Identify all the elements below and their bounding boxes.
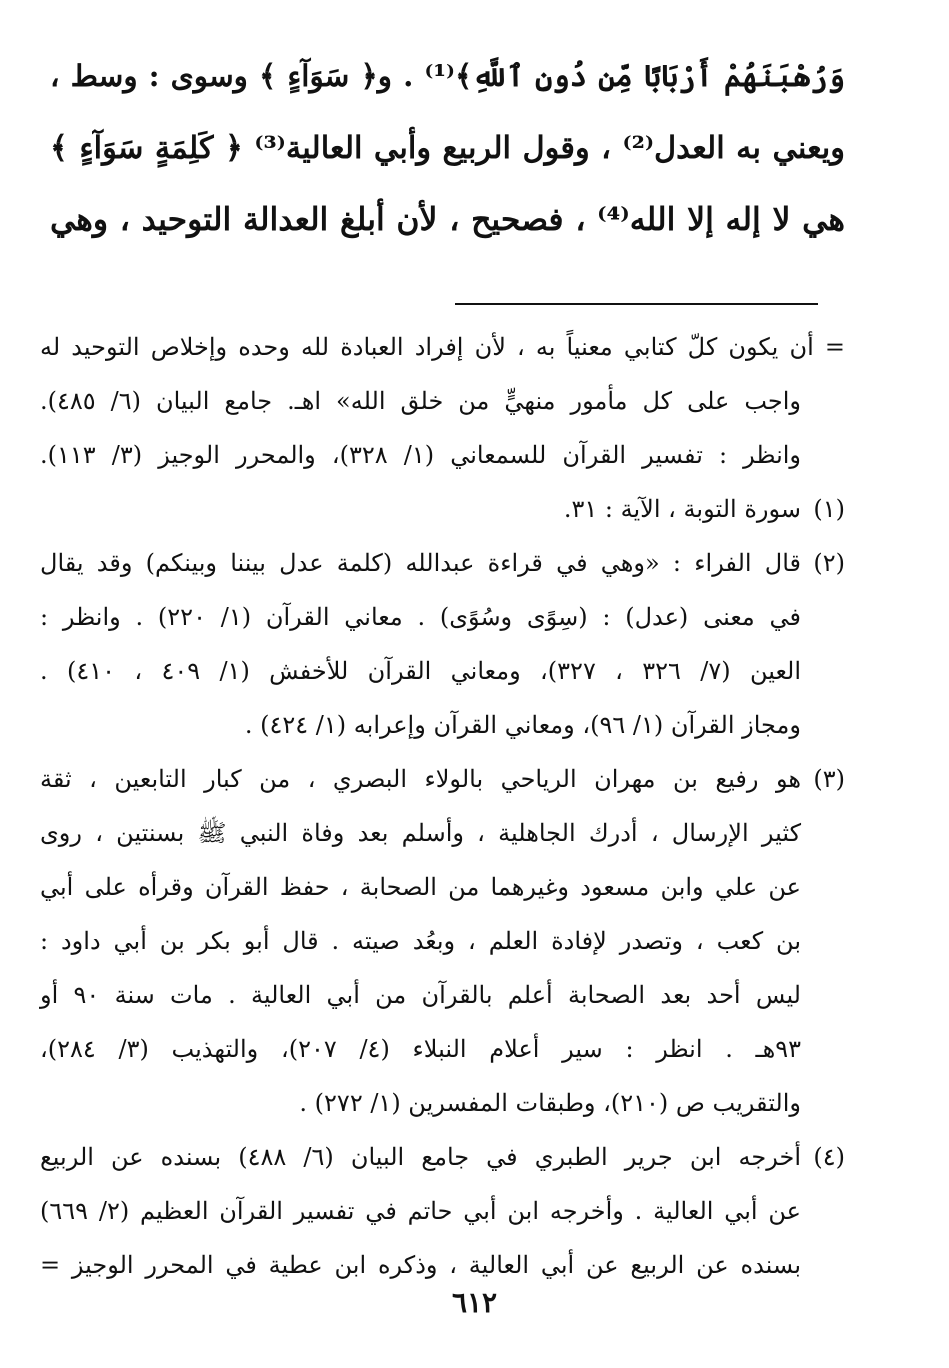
footnote-separator xyxy=(455,303,818,305)
footnote-line: ليس أحد بعد الصحابة أعلم بالقرآن من أبي العالية . مات سنة ٩٠ أو xyxy=(40,981,801,1009)
footnote-continued-line: وانظر : تفسير القرآن للسمعاني (١/ ٣٢٨)، والمحرر الوجيز (٣/ ١١٣). xyxy=(40,441,802,469)
footnote-line: هو رفيع بن مهران الرياحي بالولاء البصري ، من كبار التابعين ، ثقة xyxy=(40,765,801,793)
footnote-line: عن أبي العالية . وأخرجه ابن أبي حاتم في تفسير القرآن العظيم (٢/ ٦٦٩) xyxy=(40,1197,801,1225)
footnote-number: (٣) xyxy=(813,765,845,793)
main-text-line: ويعني به العدل⁽²⁾ ، وقول الربيع وأبي العالية⁽³⁾ ﴿ كَلِمَةٍ سَوَآءٍ ﴾ xyxy=(50,130,845,166)
footnote-line: كثير الإرسال ، أدرك الجاهلية ، وأسلم بعد وفاة النبي ﷺ بسنتين ، روى xyxy=(40,819,801,847)
footnote-1 xyxy=(40,482,845,536)
footnote-line: أخرجه ابن جرير الطبري في جامع البيان (٦/ ٤٨٨) بسنده عن الربيع xyxy=(40,1143,801,1171)
footnote-line: سورة التوبة ، الآية : ٣١. xyxy=(563,495,801,523)
footnote-line: ومجاز القرآن (١/ ٩٦)، ومعاني القرآن وإعرابه (١/ ٤٢٤) . xyxy=(244,711,801,739)
footnote-2 xyxy=(40,536,845,590)
main-text-line: هي لا إله إلا الله⁽⁴⁾ ، فصحيح ، لأن أبلغ العدالة التوحيد ، وهي xyxy=(50,201,845,238)
footnotes xyxy=(40,320,845,1292)
footnote-continued-line: واجب على كل مأمور منهيٍّ من خلق الله» اهـ. جامع البيان (٦/ ٤٨٥). xyxy=(40,387,801,415)
footnote-number: (٢) xyxy=(813,549,845,577)
footnote-number: (١) xyxy=(813,495,845,523)
footnote-number: (٤) xyxy=(813,1143,845,1171)
main-text-line: وَرُهْبَنَهُمْ أَرْبَابًا مِّن دُونِ ٱللَّهِ﴾⁽¹⁾ . و﴿ سَوَآءٍ ﴾ وسوى : وسط ، xyxy=(50,58,845,93)
footnote-4 xyxy=(40,1130,845,1184)
footnote-line: عن علي وابن مسعود وغيرهما من الصحابة ، حفظ القرآن وقرأه على أبي xyxy=(40,873,801,901)
footnote-line: بن كعب ، وتصدر لإفادة العلم ، وبعُد صيته . قال أبو بكر بن أبي داود : xyxy=(40,927,801,955)
footnote-line: العين (٧/ ٣٢٦ ، ٣٢٧)، ومعاني القرآن للأخفش (١/ ٤٠٩ ، ٤١٠) . xyxy=(40,657,802,685)
footnote-line: في معنى (عدل) : (سِوًى وسُوًى) . معاني القرآن (١/ ٢٢٠) . وانظر : xyxy=(40,603,802,631)
footnote-line: بسنده عن الربيع عن أبي العالية ، وذكره ابن عطية في المحرر الوجيز = xyxy=(40,1251,801,1279)
footnote-continued-line: = أن يكون كلّ كتابي معنياً به ، لأن إفراد العبادة لله وحده وإخلاص التوحيد له xyxy=(40,333,845,361)
footnote-line: قال الفراء : «وهي في قراءة عبدالله (كلمة عدل بيننا وبينكم) وقد يقال xyxy=(40,549,801,577)
footnote-line: ٩٣هـ . انظر : سير أعلام النبلاء (٤/ ٢٠٧)، والتهذيب (٣/ ٢٨٤)، xyxy=(40,1035,802,1063)
page-number: ٦١٢ xyxy=(451,1286,498,1319)
main-text xyxy=(50,40,845,256)
footnote-line: والتقريب ص (٢١٠)، وطبقات المفسرين (١/ ٢٧٢) . xyxy=(299,1089,801,1117)
footnote-3 xyxy=(40,752,845,806)
